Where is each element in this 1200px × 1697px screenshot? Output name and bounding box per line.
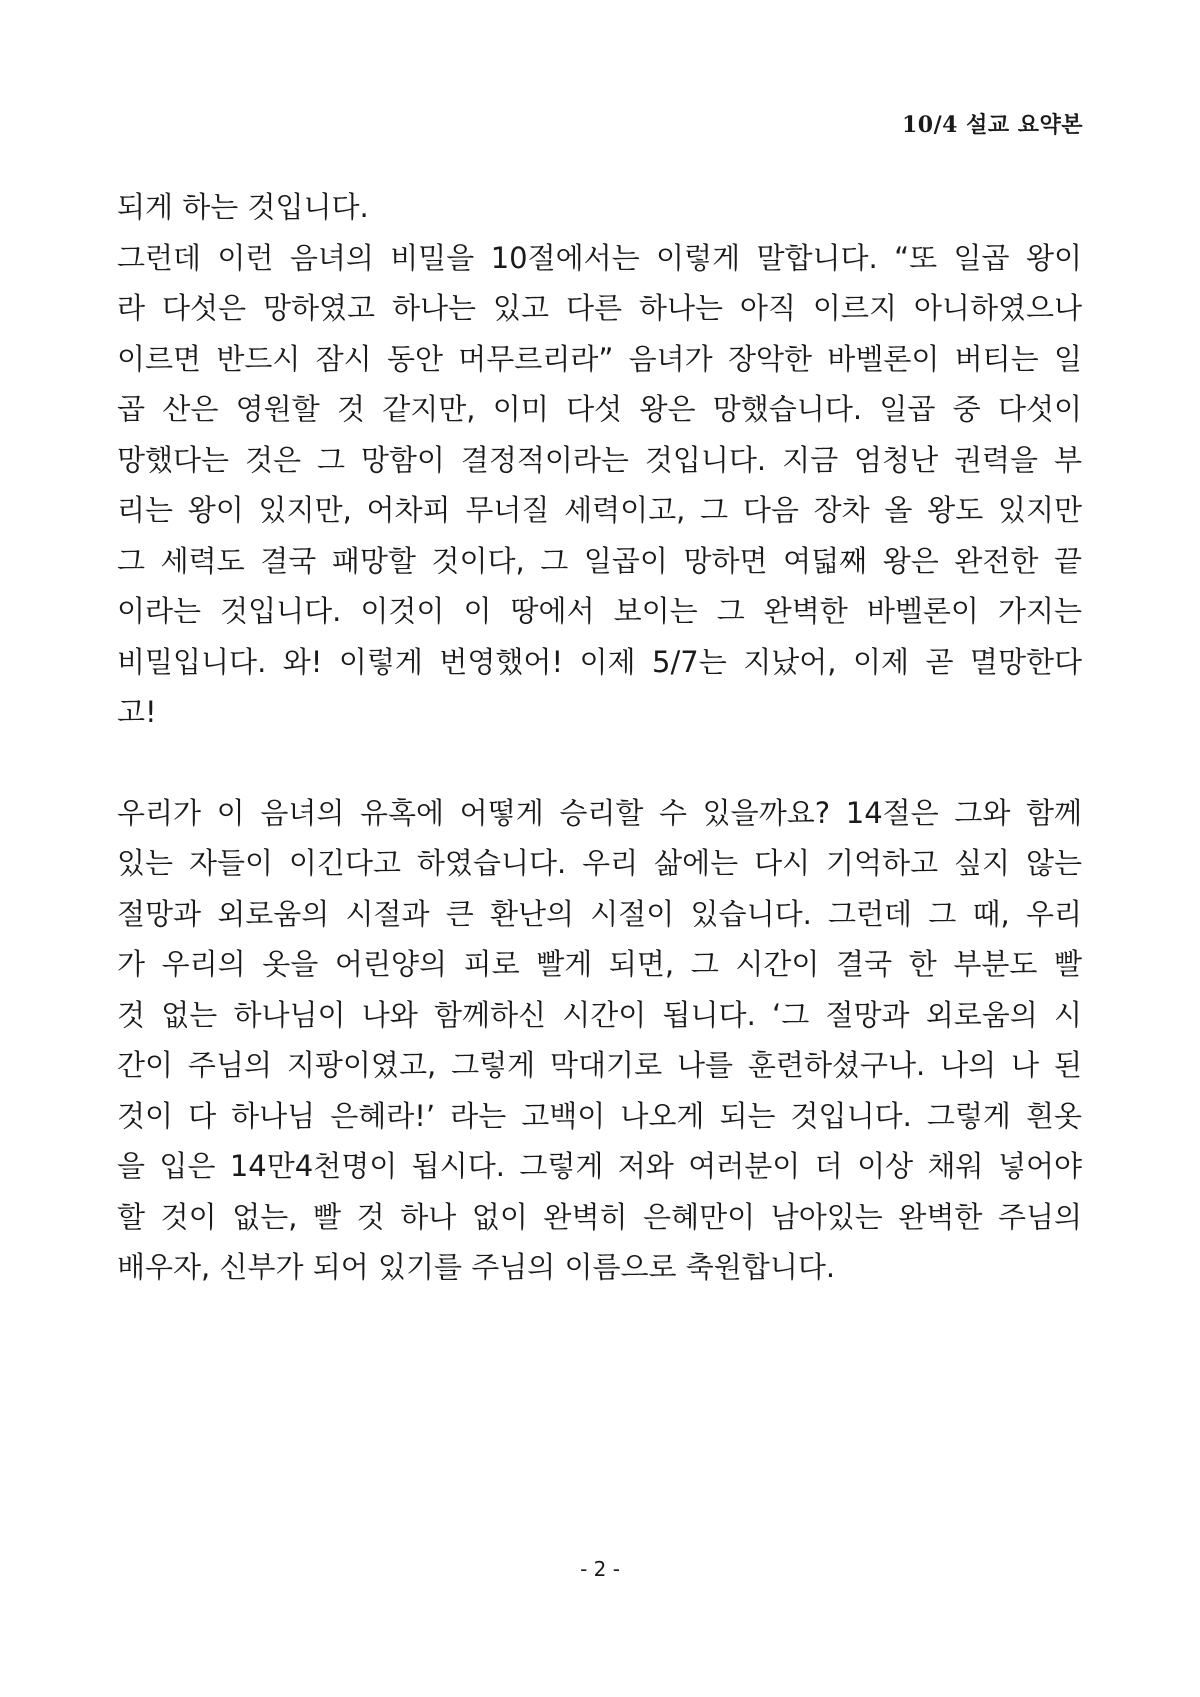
text-line: 고! — [117, 695, 157, 729]
paragraph-spacer — [117, 738, 1082, 788]
text-line: 할 것이 없는, 빨 것 하나 없이 완벽히 은혜만이 남아있는 완벽한 주님의 — [117, 1199, 1082, 1234]
paragraph — [117, 788, 1082, 1293]
text-line: 있는 자들이 이긴다고 하였습니다. 우리 삶에는 다시 기억하고 싶지 않는 — [117, 846, 1082, 880]
text-line: 것이 다 하나님 은혜라!’ 라는 고백이 나오게 되는 것입니다. 그렇게 흰옷 — [117, 1098, 1082, 1133]
text-line: 되게 하는 것입니다. — [117, 190, 369, 224]
text-line: 라 다섯은 망하였고 하나는 있고 다른 하나는 아직 이르지 아니하였으나 — [117, 291, 1082, 325]
page-number: - 2 - — [580, 1557, 620, 1581]
text-line: 가 우리의 옷을 어린양의 피로 빨게 되면, 그 시간이 결국 한 부분도 빨 — [117, 947, 1082, 981]
text-line: 을 입은 14만4천명이 됩시다. 그렇게 저와 여러분이 더 이상 채워 넣어야 — [117, 1149, 1082, 1183]
text-line: 비밀입니다. 와! 이렇게 번영했어! 이제 5/7는 지났어, 이제 곧 멸망한다 — [117, 644, 1082, 679]
text-line: 곱 산은 영원할 것 같지만, 이미 다섯 왕은 망했습니다. 일곱 중 다섯이 — [117, 392, 1082, 426]
text-line: 배우자, 신부가 되어 있기를 주님의 이름으로 축원합니다. — [117, 1250, 836, 1284]
text-line: 그런데 이런 음녀의 비밀을 10절에서는 이렇게 말합니다. “또 일곱 왕이 — [117, 240, 1082, 275]
text-line: 이라는 것입니다. 이것이 이 땅에서 보이는 그 완벽한 바벨론이 가지는 — [117, 594, 1082, 628]
text-line: 것 없는 하나님이 나와 함께하신 시간이 됩니다. ‘그 절망과 외로움의 시 — [117, 997, 1082, 1032]
text-line: 간이 주님의 지팡이였고, 그렇게 막대기로 나를 훈련하셨구나. 나의 나 된 — [117, 1048, 1082, 1082]
document-body — [117, 182, 1082, 1293]
text-line: 절망과 외로움의 시절과 큰 환난의 시절이 있습니다. 그런데 그 때, 우리 — [117, 896, 1082, 931]
paragraph — [117, 182, 1082, 233]
document-header-title: 10/4 설교 요약본 — [901, 112, 1083, 138]
text-line: 리는 왕이 있지만, 어차피 무너질 세력이고, 그 다음 장차 올 왕도 있지만 — [117, 493, 1082, 527]
text-line: 우리가 이 음녀의 유혹에 어떻게 승리할 수 있을까요? 14절은 그와 함께 — [117, 795, 1082, 830]
paragraph — [117, 233, 1082, 738]
text-line: 망했다는 것은 그 망함이 결정적이라는 것입니다. 지금 엄청난 권력을 부 — [117, 442, 1082, 477]
text-line: 이르면 반드시 잠시 동안 머무르리라” 음녀가 장악한 바벨론이 버티는 일 — [117, 341, 1082, 376]
text-line: 그 세력도 결국 패망할 것이다, 그 일곱이 망하면 여덟째 왕은 완전한 끝 — [117, 543, 1082, 578]
